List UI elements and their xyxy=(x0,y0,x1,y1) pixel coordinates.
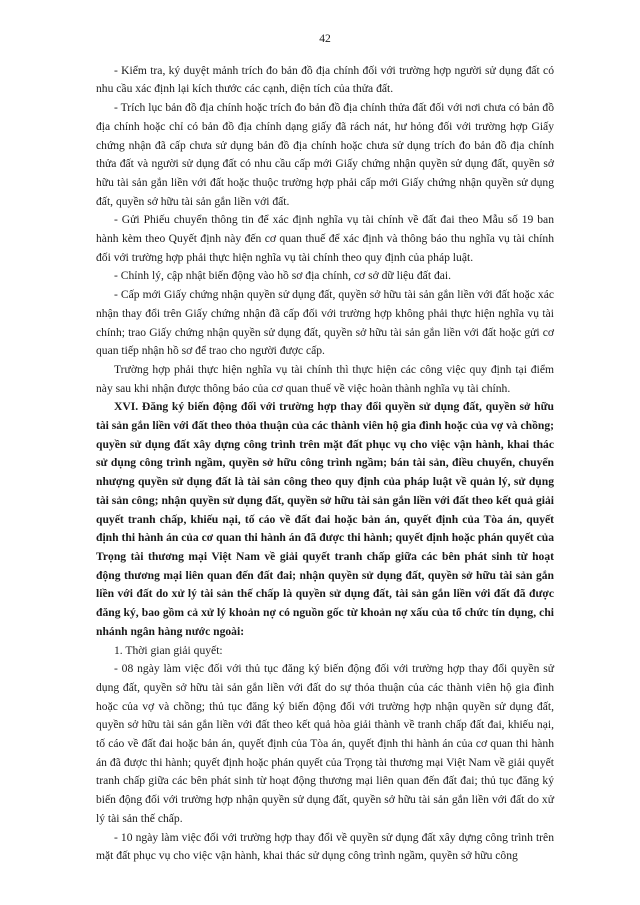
paragraph-eight-working-days: - 08 ngày làm việc đối với thủ tục đăng ký biến động đối với trường hợp thay đổi quyền sử dụng đất, quyền sở hữu tài sản gắn liền với đất do sự thỏa thuận của các thành viên hộ gia đình hoặc của vợ và chồng; thủ tục đăng ký biến động đối với trường hợp nhận quyền sử dụng đất, quyền sở hữu tài sản gắn liền với đất theo kết quả hòa giải thành về tranh chấp đất đai, khiếu nại, tố cáo về đất đai hoặc bản án, quyết định của Tòa án, quyết định thi hành án của cơ quan thi hành án đã được thi hành; quyết định hoặc phán quyết của Trọng tài thương mại Việt Nam về giải quyết tranh chấp giữa các bên phát sinh từ hoạt động thương mại liên quan đến đất đai; thủ tục đăng ký biến động đối với trường hợp nhận quyền sử dụng đất, quyền sở hữu tài sản gắn liền với đất do xử lý tài sản thế chấp. xyxy=(96,662,554,825)
document-body xyxy=(96,62,554,866)
paragraph-map-extract: - Trích lục bản đồ địa chính hoặc trích đo bản đồ địa chính thửa đất đối với nơi chưa có bản đồ địa chính hoặc chỉ có bản đồ địa chính dạng giấy đã rách nát, hư hỏng đối với trường hợp Giấy chứng nhận đã cấp chưa sử dụng bản đồ địa chính hoặc chưa sử dụng trích đo bản đồ địa chính thửa đất và người sử dụng đất có nhu cầu cấp mới Giấy chứng nhận quyền sử dụng đất, quyền sở hữu tài sản gắn liền với đất hoặc thuộc trường hợp phải cấp mới Giấy chứng nhận quyền sử dụng đất, quyền sở hữu tài sản gắn liền với đất. xyxy=(96,101,554,208)
section-heading-xvi: XVI. Đăng ký biến động đối với trường hợp thay đổi quyền sử dụng đất, quyền sở hữu tài sản gắn liền với đất theo thỏa thuận của các thành viên hộ gia đình hoặc của vợ và chồng; quyền sử dụng đất xây dựng công trình trên mặt đất phục vụ cho việc vận hành, khai thác sử dụng công trình ngầm, quyền sở hữu công trình ngầm; bán tài sản, điều chuyển, chuyển nhượng quyền sử dụng đất là tài sản công theo quy định của pháp luật về quản lý, sử dụng tài sản công; nhận quyền sử dụng đất, quyền sở hữu tài sản gắn liền với đất theo kết quả giải quyết tranh chấp, khiếu nại, tố cáo về đất đai hoặc bản án, quyết định của Tòa án, quyết định thi hành án của cơ quan thi hành án đã được thi hành; quyết định hoặc phán quyết của Trọng tài thương mại Việt Nam về giải quyết tranh chấp giữa các bên phát sinh từ hoạt động thương mại liên quan đến đất đai; nhận quyền sử dụng đất, quyền sở hữu tài sản gắn liền với đất do xử lý tài sản thế chấp là quyền sử dụng đất, tài sản gắn liền với đất đã được đăng ký, bao gồm cả xử lý khoản nợ có nguồn gốc từ khoản nợ xấu của tổ chức tín dụng, chi nhánh ngân hàng nước ngoài: xyxy=(96,400,554,638)
paragraph-tax-info-transfer: - Gửi Phiếu chuyển thông tin để xác định nghĩa vụ tài chính về đất đai theo Mẫu số 19 ban hành kèm theo Quyết định này đến cơ quan thuế để xác định và thông báo thu nghĩa vụ tài chính đối với trường hợp phải thực hiện nghĩa vụ tài chính theo quy định của pháp luật. xyxy=(96,213,554,264)
paragraph-survey-approval: - Kiểm tra, ký duyệt mảnh trích đo bản đồ địa chính đối với trường hợp người sử dụng đất có nhu cầu xác định lại kích thước các cạnh, diện tích của thửa đất. xyxy=(96,63,554,96)
paragraph-ten-working-days: - 10 ngày làm việc đối với trường hợp thay đổi về quyền sử dụng đất xây dựng công trình trên mặt đất phục vụ cho việc vận hành, khai thác sử dụng công trình ngầm, quyền sở hữu công xyxy=(96,830,554,863)
paragraph-record-update: - Chỉnh lý, cập nhật biến động vào hồ sơ địa chính, cơ sở dữ liệu đất đai. xyxy=(114,269,451,283)
paragraph-financial-obligation-note: Trường hợp phải thực hiện nghĩa vụ tài chính thì thực hiện các công việc quy định tại điểm này sau khi nhận được thông báo của cơ quan thuế về việc hoàn thành nghĩa vụ tài chính. xyxy=(96,362,554,395)
page-number: 42 xyxy=(319,32,331,45)
paragraph-certificate-issuance: - Cấp mới Giấy chứng nhận quyền sử dụng đất, quyền sở hữu tài sản gắn liền với đất hoặc xác nhận thay đổi trên Giấy chứng nhận đã cấp đối với trường hợp không phải thực hiện nghĩa vụ tài chính; trao Giấy chứng nhận quyền sử dụng đất, quyền sở hữu tài sản gắn liền với đất hoặc gửi cơ quan tiếp nhận hồ sơ để trao cho người được cấp. xyxy=(96,288,554,358)
paragraph-processing-time-heading: 1. Thời gian giải quyết: xyxy=(114,643,223,657)
